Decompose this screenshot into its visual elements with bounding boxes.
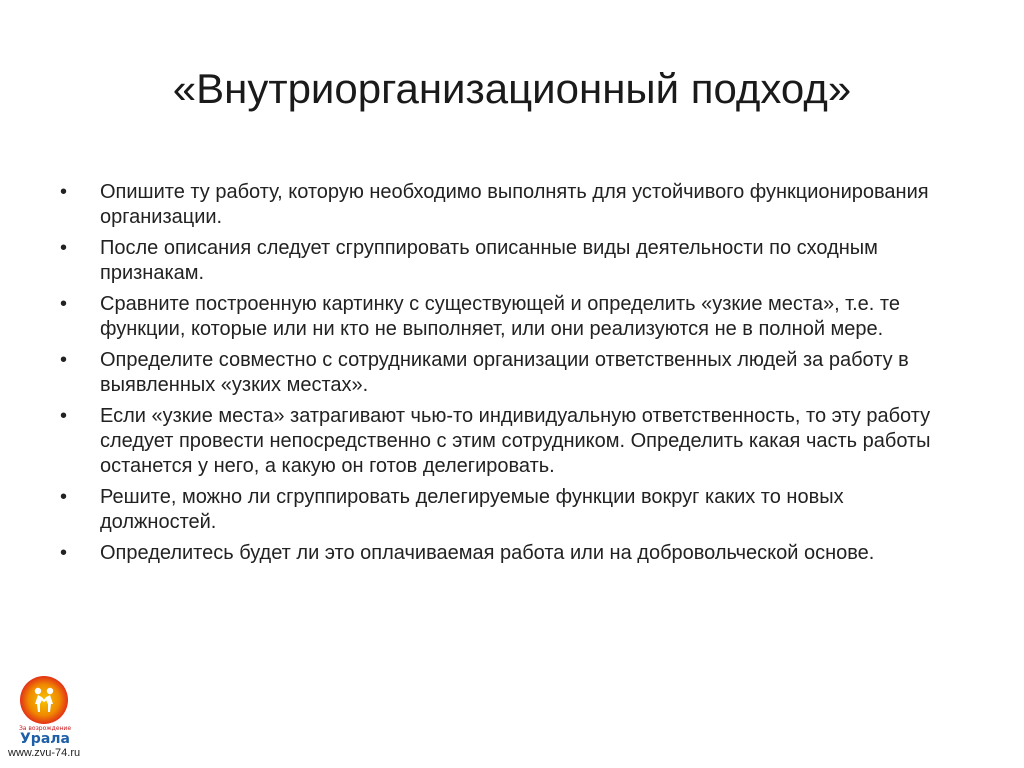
bullet-icon: •	[60, 237, 68, 259]
logo-figures-icon	[28, 684, 60, 716]
bullet-text: После описания следует сгруппировать описанные виды деятельности по сходным признакам.	[100, 237, 878, 284]
bullet-text: Решите, можно ли сгруппировать делегируемые функции вокруг каких то новых должностей.	[100, 486, 844, 533]
bullet-icon: •	[60, 181, 68, 203]
slide-title: «Внутриорганизационный подход»	[172, 65, 852, 113]
bullet-item	[60, 180, 960, 230]
bullet-icon: •	[60, 542, 68, 564]
logo-subtitle: За возрождение	[18, 725, 72, 732]
bullet-text: Опишите ту работу, которую необходимо выполнять для устойчивого функционирования организации.	[100, 181, 929, 228]
bullet-text: Определитесь будет ли это оплачиваемая работа или на добровольческой основе.	[100, 542, 875, 564]
bullet-icon: •	[60, 349, 68, 371]
site-url: www.zvu-74.ru	[8, 747, 81, 759]
bullet-text: Если «узкие места» затрагивают чью-то индивидуальную ответственность, то эту работу следует провести непосредственно с этим сотрудником. Определить какая часть работы останется у него, а какую он готов делегировать.	[100, 405, 931, 477]
bullet-item	[60, 485, 960, 535]
bullet-item	[60, 292, 960, 342]
bullet-icon: •	[60, 293, 68, 315]
bullet-list	[60, 180, 960, 572]
bullet-item	[60, 348, 960, 398]
bullet-item	[60, 236, 960, 286]
bullet-text: Определите совместно с сотрудниками организации ответственных людей за работу в выявленных «узких местах».	[100, 349, 909, 396]
bullet-text: Сравните построенную картинку с существующей и определить «узкие места», т.е. те функции, которые или ни кто не выполняет, или они реализуются не в полной мере.	[100, 293, 900, 340]
organization-logo	[14, 676, 76, 746]
bullet-icon: •	[60, 405, 68, 427]
bullet-item	[60, 541, 960, 566]
bullet-item	[60, 404, 960, 479]
logo-title: Урала	[20, 731, 70, 747]
bullet-icon: •	[60, 486, 68, 508]
